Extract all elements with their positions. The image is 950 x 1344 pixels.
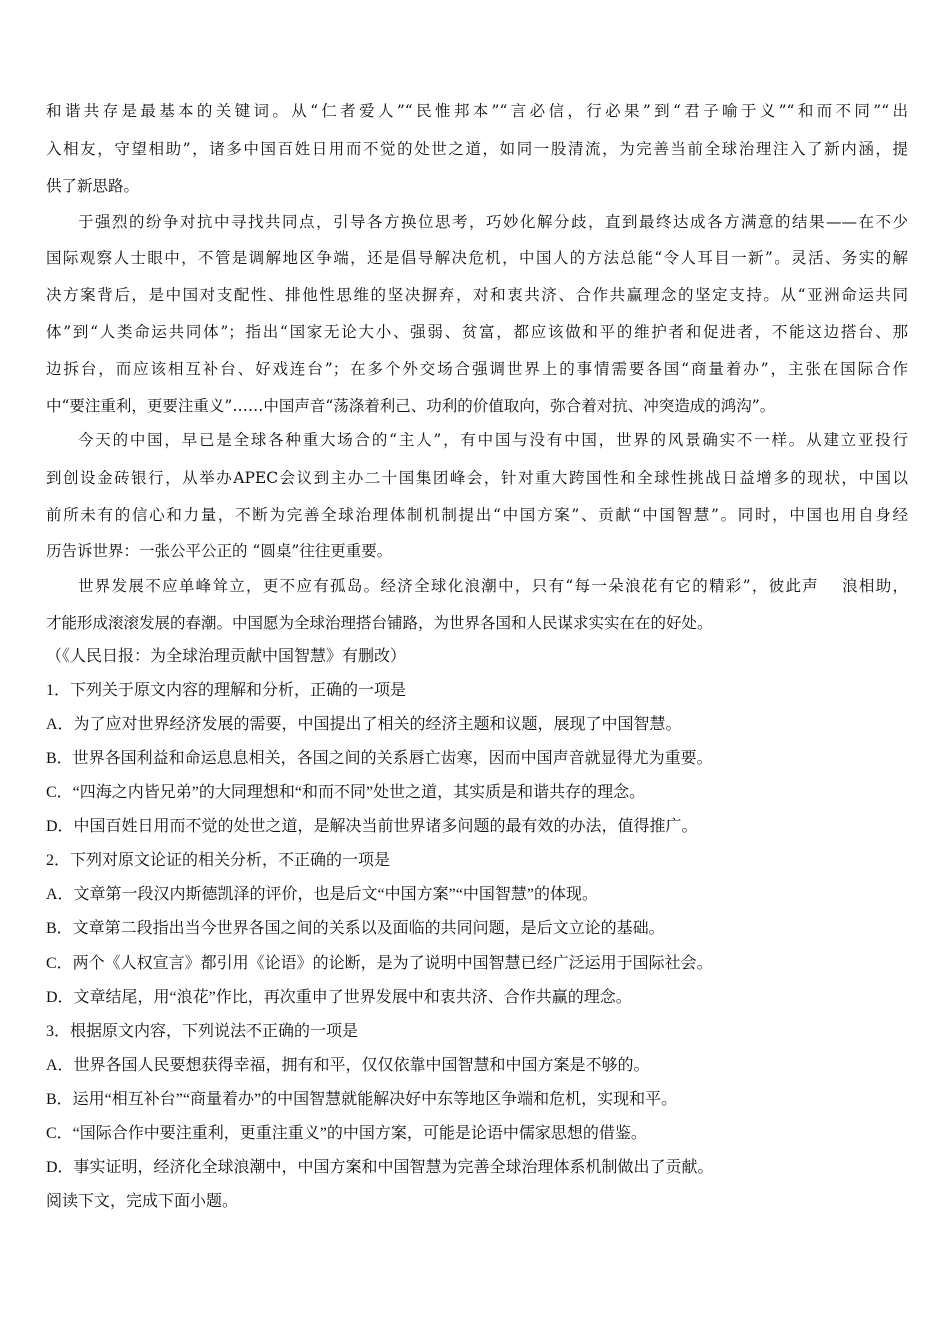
- passage-line: 入相友，守望相助”，诸多中国百姓日用而不觉的处世之道，如同一股清流，为完善当前全球治理注入了新内涵，提: [46, 140, 908, 158]
- passage-line: 中“要注重利，更要注重义”……中国声音“荡涤着利己、功利的价值取向，弥合着对抗、冲突造成的鸿沟”。: [46, 397, 776, 415]
- passage-source: （《人民日报：为全球治理贡献中国智慧》有删改）: [46, 648, 407, 665]
- question-option: B．运用“相互补台”“商量着办”的中国智慧就能解决好中东等地区争端和危机，实现和平。: [46, 1091, 678, 1108]
- question-option: B．世界各国利益和命运息息相关，各国之间的关系唇亡齿寒，因而中国声音就显得尤为重要。: [46, 750, 713, 767]
- question-option: B．文章第二段指出当今世界各国之间的关系以及面临的共同问题，是后文立论的基础。: [46, 920, 665, 937]
- passage-line: 和谐共存是最基本的关键词。从“仁者爱人”“民惟邦本”“言必信，行必果”到“君子喻于义”“和而不同”“出: [46, 102, 908, 120]
- passage-line: 世界发展不应单峰耸立，更不应有孤岛。经济全球化浪潮中，只有“每一朵浪花有它的精彩”，彼此声 浪相助，: [78, 577, 908, 595]
- question-option: A．为了应对世界经济发展的需要，中国提出了相关的经济主题和议题，展现了中国智慧。: [46, 716, 682, 733]
- reading-instruction: 阅读下文，完成下面小题。: [46, 1193, 239, 1210]
- passage-line: 边拆台，而应该相互补台、好戏连台”；在多个外交场合强调世界上的事情需要各国“商量着办”，主张在国际合作: [46, 360, 908, 378]
- passage-line: 于强烈的纷争对抗中寻找共同点，引导各方换位思考，巧妙化解分歧，直到最终达成各方满意的结果——在不少: [78, 213, 908, 231]
- passage-line: 到创设金砖银行，从举办APEC会议到主办二十国集团峰会，针对重大跨国性和全球性挑战日益增多的现状，中国以: [46, 469, 908, 487]
- passage-line: 决方案背后，是中国对支配性、排他性思维的坚决摒弃，对和衷共济、合作共赢理念的坚定支持。从“亚洲命运共同: [46, 286, 908, 304]
- question-stem: 2．下列对原文论证的相关分析，不正确的一项是: [46, 852, 391, 869]
- passage-line: 历告诉世界：一张公平公正的 “圆桌”往往更重要。: [46, 542, 393, 560]
- passage-line: 前所未有的信心和力量，不断为完善全球治理体制机制提出“中国方案”、贡献“中国智慧”。同时，中国也用自身经: [46, 506, 908, 524]
- question-option: A．世界各国人民要想获得幸福，拥有和平，仅仅依靠中国智慧和中国方案是不够的。: [46, 1057, 650, 1074]
- question-option: C．“国际合作中要注重利，更重注重义”的中国方案，可能是论语中儒家思想的借鉴。: [46, 1125, 647, 1142]
- question-option: A．文章第一段汉内斯德凯泽的评价，也是后文“中国方案”“中国智慧”的体现。: [46, 886, 598, 903]
- passage-line: 才能形成滚滚发展的春潮。中国愿为全球治理搭台铺路，为世界各国和人民谋求实实在在的好处。: [46, 614, 713, 632]
- question-option: D．事实证明，经济化全球浪潮中，中国方案和中国智慧为完善全球治理体系机制做出了贡献。: [46, 1159, 714, 1176]
- question-stem: 3．根据原文内容，下列说法不正确的一项是: [46, 1023, 359, 1040]
- question-stem: 1．下列关于原文内容的理解和分析，正确的一项是: [46, 682, 407, 699]
- question-option: C．“四海之内皆兄弟”的大同理想和“和而不同”处世之道，其实质是和谐共存的理念。: [46, 784, 646, 801]
- passage-line: 国际观察人士眼中，不管是调解地区争端，还是倡导解决危机，中国人的方法总能“令人耳目一新”。灵活、务实的解: [46, 249, 908, 267]
- question-option: C．两个《人权宣言》都引用《论语》的论断，是为了说明中国智慧已经广泛运用于国际社会。: [46, 955, 713, 972]
- passage-line: 供了新思路。: [46, 177, 140, 195]
- question-option: D．中国百姓日用而不觉的处世之道，是解决当前世界诸多问题的最有效的办法，值得推广。: [46, 818, 698, 835]
- passage-line: 体”到“人类命运共同体”；指出“国家无论大小、强弱、贫富，都应该做和平的维护者和促进者，不能这边搭台、那: [46, 323, 908, 341]
- passage-line: 今天的中国，早已是全球各种重大场合的“主人”，有中国与没有中国，世界的风景确实不一样。从建立亚投行: [78, 431, 908, 449]
- question-option: D．文章结尾，用“浪花”作比，再次重申了世界发展中和衷共济、合作共赢的理念。: [46, 989, 632, 1006]
